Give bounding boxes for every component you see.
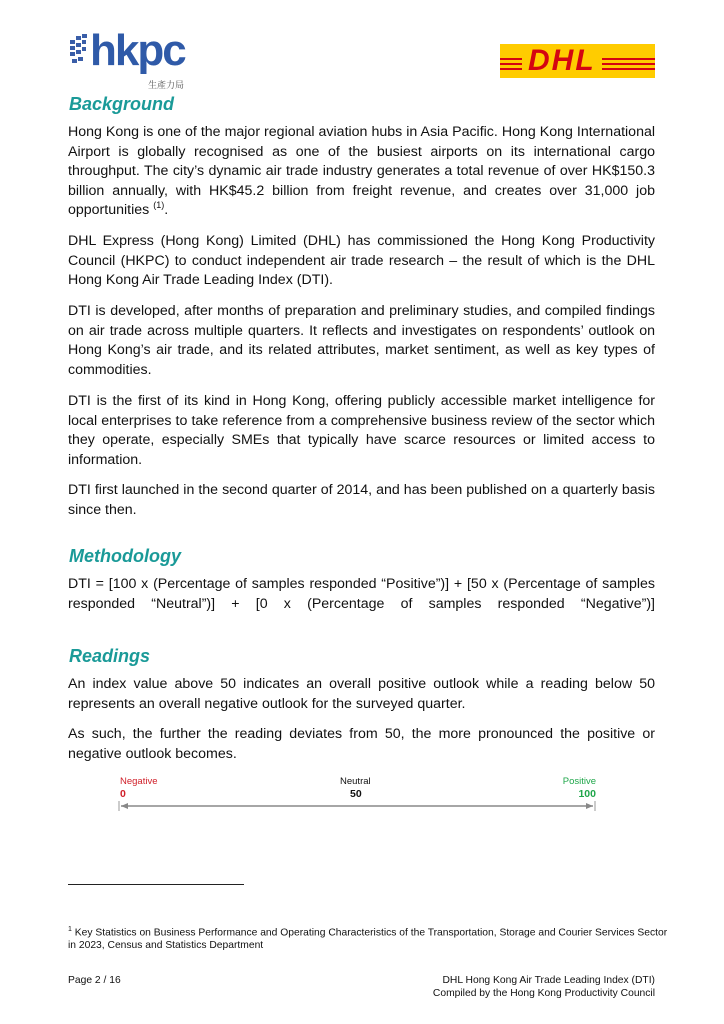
background-heading: Background — [69, 94, 175, 114]
scale-negative-value: 0 — [120, 788, 126, 800]
footnote-reference: (1) — [153, 200, 165, 211]
readings-heading: Readings — [69, 646, 151, 666]
scale-neutral-value: 50 — [350, 788, 362, 800]
scale-positive-label: Positive — [562, 776, 596, 787]
hkpc-logo-chinese: 生產力局 — [148, 80, 185, 90]
scale-neutral-label: Neutral — [340, 776, 371, 787]
outlook-scale — [118, 776, 596, 812]
dhl-logo — [500, 44, 655, 78]
footnote-divider — [68, 884, 244, 885]
methodology-heading: Methodology — [69, 546, 181, 566]
background-paragraph-3: DTI is developed, after months of preparation and preliminary studies, and compiled findings on air trade across multiple quarters. It reflects and investigates on respondents’ outlook on Hong Kong’s air trade, and its related attributes, market sentiment, as well as key types of commodities. — [68, 303, 655, 378]
footer-compiled-by: Compiled by the Hong Kong Productivity Council — [432, 988, 655, 999]
footnote — [68, 924, 668, 952]
footer-title-text: DHL Hong Kong Air Trade Leading Index (DTI) — [442, 975, 655, 986]
background-paragraph-2: DHL Express (Hong Kong) Limited (DHL) has commissioned the Hong Kong Productivity Council (HKPC) to conduct independent air trade research – the result of which is the DHL Hong Kong Air Trade Leading Index (DTI). — [68, 233, 655, 289]
footer-title — [433, 974, 655, 1000]
hkpc-logo — [68, 26, 198, 90]
dhl-logo-text: DHL — [522, 45, 602, 77]
scale-positive-value: 100 — [578, 788, 596, 800]
background-paragraph-4: DTI is the first of its kind in Hong Kong, offering publicly accessible market intelligence for local enterprises to take reference from a comprehensive business review of the sector which they operate, especially SMEs that typically have scarce resources or limited access to information. — [68, 393, 655, 468]
readings-paragraph-1: An index value above 50 indicates an overall positive outlook while a reading below 50 represents an overall negative outlook for the surveyed quarter. — [68, 676, 655, 712]
paragraph-text: Hong Kong is one of the major regional aviation hubs in Asia Pacific. Hong Kong International Airport is globally recognised as one of the busiest airports on its international cargo throughput. The city’s dynamic air trade industry generates a total revenue of over HK$150.3 billion annually, with HK$45.2 billion from freight revenue, and creates over 31,000 job opportunities — [68, 124, 655, 219]
footnote-text: Key Statistics on Business Performance and Operating Characteristics of the Transportation, Storage and Courier Services Sector in 2023, Census and Statistics Department — [68, 927, 668, 951]
background-paragraph-5: DTI first launched in the second quarter of 2014, and has been published on a quarterly basis since then. — [68, 482, 655, 518]
scale-arrow — [118, 800, 596, 812]
methodology-formula: DTI = [100 x (Percentage of samples responded “Positive”)] + [50 x (Percentage of samples responded “Neutral”)] + [0 x (Percentage of samples responded “Negative”)] — [68, 576, 655, 612]
readings-paragraph-2: As such, the further the reading deviates from 50, the more pronounced the positive or negative outlook becomes. — [68, 726, 655, 762]
scale-negative-label: Negative — [120, 776, 158, 787]
footer-page-number: Page 2 / 16 — [68, 975, 121, 986]
background-paragraph-1: Hong Kong is one of the major regional aviation hubs in Asia Pacific. Hong Kong International Airport is globally recognised as one of the busiest airports on its international cargo throughput. The city’s dynamic air trade industry generates a total revenue of over HK$150.3 billion annually, with HK$45.2 billion from freight revenue, and creates over 31,000 job opportunities $^{(1)}$. — [68, 124, 655, 219]
hkpc-logo-text: hkpc — [90, 26, 185, 75]
footnote-marker: 1 — [68, 926, 72, 933]
